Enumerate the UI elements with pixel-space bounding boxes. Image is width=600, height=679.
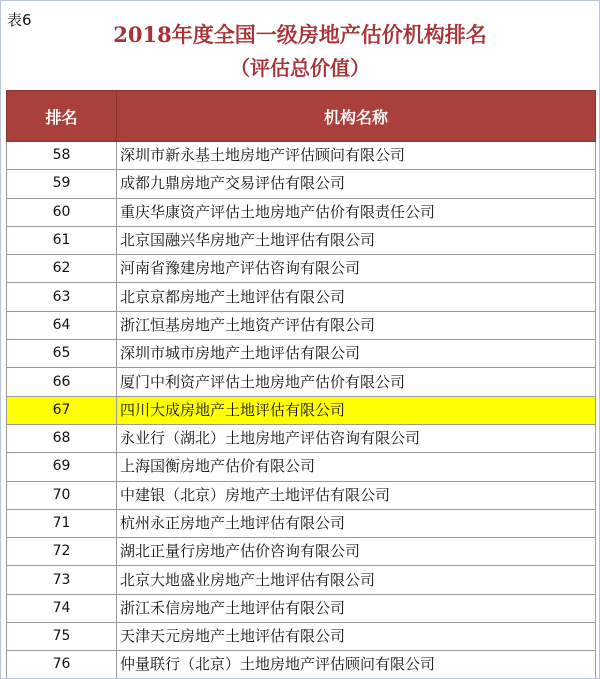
rank-cell: 65 [7,340,117,368]
table-row [7,396,596,424]
rank-cell: 68 [7,424,117,452]
institution-name-cell: 杭州永正房地产土地评估有限公司 [117,509,596,537]
institution-name-cell: 天津天元房地产土地评估有限公司 [117,623,596,651]
institution-name-cell: 北京京都房地产土地评估有限公司 [117,283,596,311]
rank-cell: 63 [7,283,117,311]
table-row [7,424,596,452]
rank-cell: 74 [7,594,117,622]
table-row [7,594,596,622]
ranking-table [6,90,596,679]
institution-name-cell: 中建银（北京）房地产土地评估有限公司 [117,481,596,509]
institution-name-cell: 浙江恒基房地产土地资产评估有限公司 [117,311,596,339]
table-row [7,509,596,537]
table-row [7,651,596,679]
rank-cell: 73 [7,566,117,594]
institution-name-cell: 厦门中利资产评估土地房地产估价有限公司 [117,368,596,396]
institution-name-cell: 深圳市新永基土地房地产评估顾问有限公司 [117,142,596,170]
table-row [7,481,596,509]
institution-name-cell: 深圳市城市房地产土地评估有限公司 [117,340,596,368]
rank-cell: 61 [7,226,117,254]
institution-name-cell: 湖北正量行房地产估价咨询有限公司 [117,538,596,566]
institution-name-cell: 上海国衡房地产估价有限公司 [117,453,596,481]
rank-cell: 69 [7,453,117,481]
table-row [7,368,596,396]
table-row [7,623,596,651]
table-row [7,170,596,198]
rank-cell: 59 [7,170,117,198]
rank-cell: 60 [7,198,117,226]
institution-name-cell: 浙江禾信房地产土地评估有限公司 [117,594,596,622]
table-row [7,340,596,368]
table-row [7,311,596,339]
rank-cell: 66 [7,368,117,396]
table-row [7,566,596,594]
table-row [7,255,596,283]
institution-name-cell: 仲量联行（北京）土地房地产评估顾问有限公司 [117,651,596,679]
institution-name-cell: 永业行（湖北）土地房地产评估咨询有限公司 [117,424,596,452]
table-row [7,142,596,170]
institution-name-cell: 北京大地盛业房地产土地评估有限公司 [117,566,596,594]
rank-cell: 67 [7,396,117,424]
institution-name-cell: 河南省豫建房地产评估咨询有限公司 [117,255,596,283]
rank-cell: 71 [7,509,117,537]
table-number: 表6 [7,11,32,29]
rank-cell: 70 [7,481,117,509]
rank-cell: 62 [7,255,117,283]
institution-name-cell: 成都九鼎房地产交易评估有限公司 [117,170,596,198]
table-row [7,283,596,311]
table-row [7,226,596,254]
table-body [7,142,596,679]
rank-cell: 76 [7,651,117,679]
table-row [7,453,596,481]
table-row [7,198,596,226]
table-row [7,538,596,566]
rank-cell: 64 [7,311,117,339]
institution-name-cell: 重庆华康资产评估土地房地产估价有限责任公司 [117,198,596,226]
page-title: 2018年度全国一级房地产估价机构排名 [113,22,487,47]
rank-cell: 75 [7,623,117,651]
table-header-row [7,91,596,142]
institution-name-cell: 四川大成房地产土地评估有限公司 [117,396,596,424]
header-name: 机构名称 [117,91,596,142]
header-rank: 排名 [7,91,117,142]
page-subtitle: （评估总价值） [230,56,370,80]
rank-cell: 58 [7,142,117,170]
institution-name-cell: 北京国融兴华房地产土地评估有限公司 [117,226,596,254]
rank-cell: 72 [7,538,117,566]
